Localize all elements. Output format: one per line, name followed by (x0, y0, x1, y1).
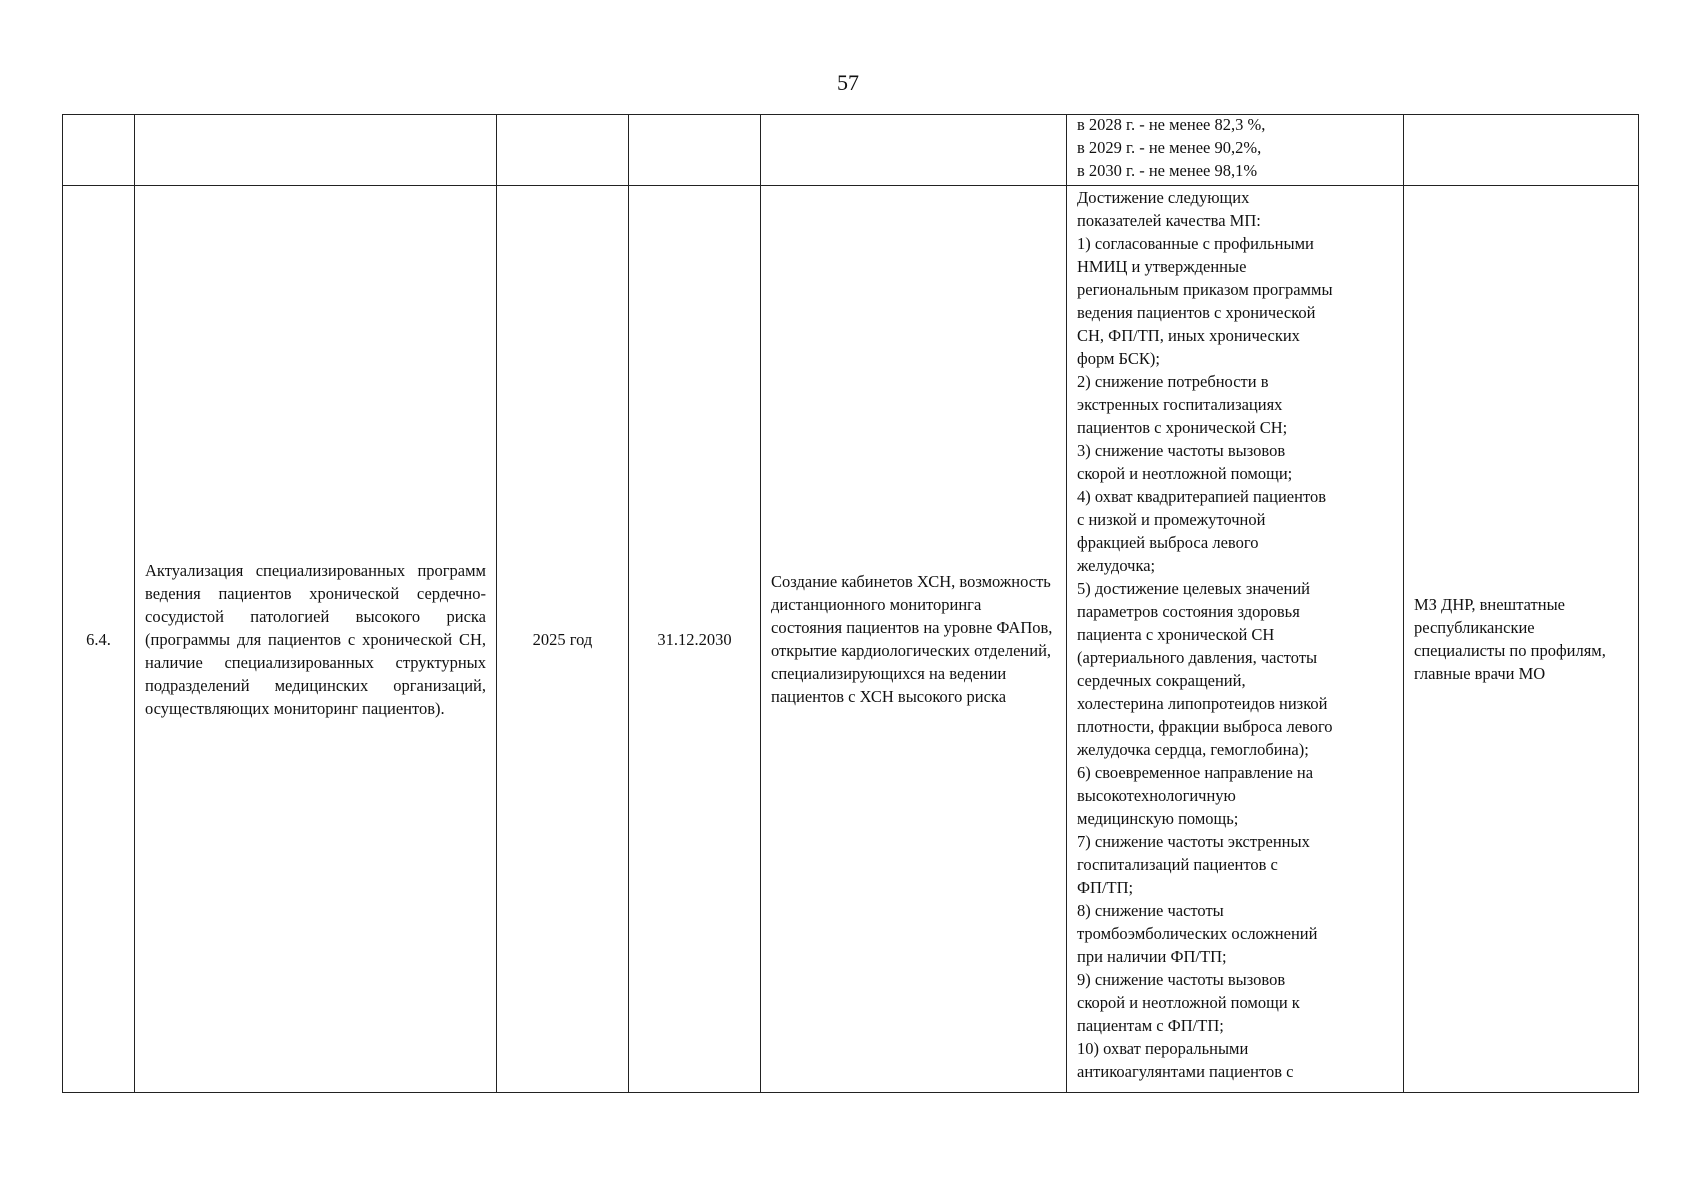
indicator-line: 7) снижение частоты экстренных (1077, 832, 1310, 851)
indicator-line: Достижение следующих (1077, 188, 1250, 207)
indicator-line: холестерина липопротеидов низкой (1077, 694, 1328, 713)
indicator-line: форм БСК); (1077, 349, 1160, 368)
indicator-line: скорой и неотложной помощи; (1077, 464, 1293, 483)
row-number: 6.4. (63, 186, 135, 1093)
cell-number (63, 115, 135, 186)
indicator-line: плотности, фракции выброса левого (1077, 717, 1333, 736)
end-date: 31.12.2030 (629, 186, 761, 1093)
page-number: 57 (837, 70, 859, 95)
indicator-line: региональным приказом программы (1077, 280, 1333, 299)
expected-result: Создание кабинетов ХСН, возможность дистанционного мониторинга состояния пациентов на уровне ФАПов, открытие кардиологических отделений, специализирующихся на ведении пациентов с ХСН высокого риска (761, 186, 1067, 1093)
indicator-line: НМИЦ и утвержденные (1077, 257, 1247, 276)
indicator-line: антикоагулянтами пациентов с (1077, 1062, 1294, 1081)
indicator-list (1077, 115, 1393, 183)
indicator-line: с низкой и промежуточной (1077, 510, 1266, 529)
indicator-line: фракцией выброса левого (1077, 533, 1259, 552)
indicator-line: 8) снижение частоты (1077, 901, 1224, 920)
measures-table (62, 114, 1639, 1093)
responsible-executors: МЗ ДНР, внештатные республиканские специалисты по профилям, главные врачи МО (1404, 186, 1639, 1093)
indicator-line: экстренных госпитализациях (1077, 395, 1283, 414)
cell-start (497, 115, 629, 186)
indicator-line: ФП/ТП; (1077, 878, 1134, 897)
quality-indicators (1067, 186, 1404, 1093)
indicator-line: тромбоэмболических осложнений (1077, 924, 1318, 943)
indicator-line: 9) снижение частоты вызовов (1077, 970, 1286, 989)
indicator-line: при наличии ФП/ТП; (1077, 947, 1227, 966)
indicator-line: пациентам с ФП/ТП; (1077, 1016, 1224, 1035)
indicator-line: в 2030 г. - не менее 98,1% (1077, 161, 1258, 180)
indicator-line: желудочка сердца, гемоглобина); (1077, 740, 1309, 759)
indicator-line: 6) своевременное направление на (1077, 763, 1314, 782)
indicator-line: 3) снижение частоты вызовов (1077, 441, 1286, 460)
indicator-line: 4) охват квадритерапией пациентов (1077, 487, 1326, 506)
indicator-line: высокотехнологичную (1077, 786, 1236, 805)
cell-end (629, 115, 761, 186)
measure-text: Актуализация специализированных программ ведения пациентов хронической сердечно-сосудистой патологией высокого риска (программы для пациентов с хронической СН, наличие специализированных структурных подразделений медицинских организаций, осуществляющих мониторинг пациентов). (135, 186, 497, 1093)
indicator-line: в 2028 г. - не менее 82,3 %, (1077, 115, 1266, 134)
cell-result (761, 115, 1067, 186)
indicator-line: 1) согласованные с профильными (1077, 234, 1314, 253)
indicator-line: пациента с хронической СН (1077, 625, 1275, 644)
indicator-list (1077, 186, 1393, 1083)
indicator-line: параметров состояния здоровья (1077, 602, 1300, 621)
table-row (63, 186, 1639, 1093)
indicator-line: госпитализаций пациентов с (1077, 855, 1278, 874)
indicator-line: скорой и неотложной помощи к (1077, 993, 1300, 1012)
indicator-line: ведения пациентов с хронической (1077, 303, 1316, 322)
indicator-line: СН, ФП/ТП, иных хронических (1077, 326, 1300, 345)
indicator-line: пациентов с хронической СН; (1077, 418, 1288, 437)
indicator-line: 5) достижение целевых значений (1077, 579, 1310, 598)
start-date: 2025 год (497, 186, 629, 1093)
cell-measure (135, 115, 497, 186)
cell-responsible (1404, 115, 1639, 186)
indicator-line: (артериального давления, частоты (1077, 648, 1318, 667)
indicator-line: показателей качества МП: (1077, 211, 1261, 230)
cell-indicators (1067, 115, 1404, 186)
indicator-line: 10) охват пероральными (1077, 1039, 1249, 1058)
indicator-line: медицинскую помощь; (1077, 809, 1239, 828)
continuation-row (63, 115, 1639, 186)
indicator-line: сердечных сокращений, (1077, 671, 1246, 690)
indicator-line: 2) снижение потребности в (1077, 372, 1269, 391)
indicator-line: в 2029 г. - не менее 90,2%, (1077, 138, 1262, 157)
indicator-line: желудочка; (1077, 556, 1156, 575)
